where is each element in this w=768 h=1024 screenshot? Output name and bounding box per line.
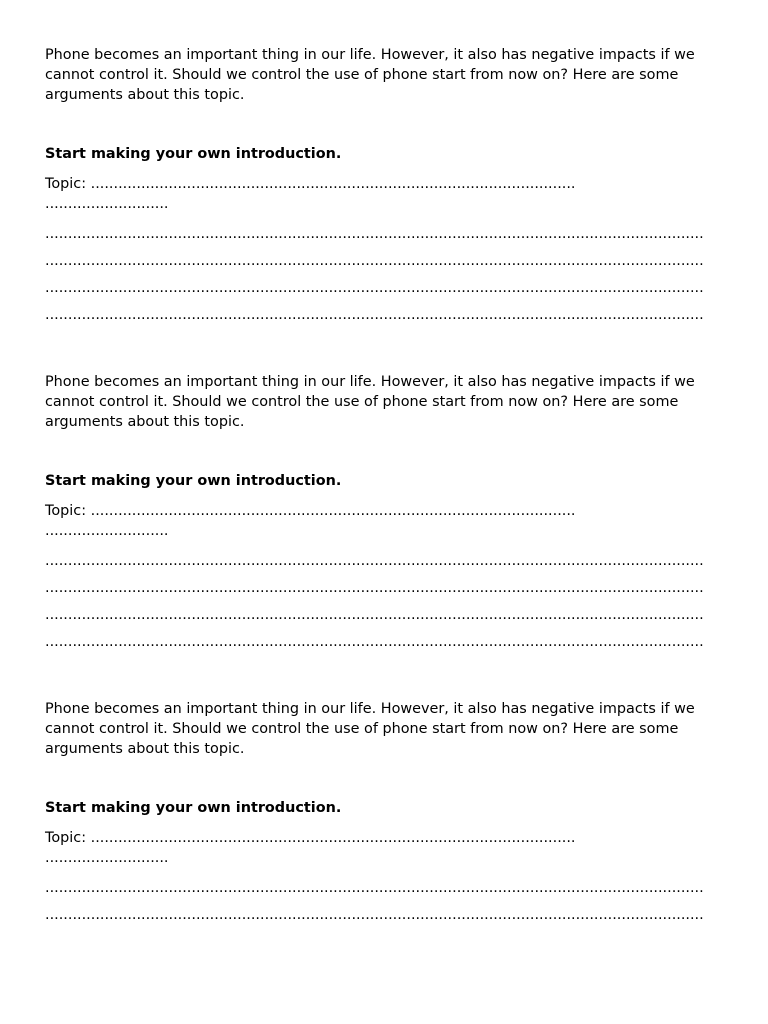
section-heading: Start making your own introduction.	[45, 800, 342, 816]
writing-line[interactable]: ................................................................................................................................................	[45, 634, 704, 650]
writing-line[interactable]: ................................................................................................................................................	[45, 280, 704, 296]
topic-line-continued[interactable]: ...........................	[45, 196, 169, 212]
section-heading: Start making your own introduction.	[45, 473, 342, 489]
topic-dots: ..........................................................................................................	[90, 503, 576, 519]
worksheet-section-2	[45, 372, 725, 650]
topic-line[interactable]	[45, 828, 576, 848]
writing-line[interactable]: ................................................................................................................................................	[45, 580, 704, 596]
topic-line[interactable]	[45, 174, 576, 194]
writing-line[interactable]: ................................................................................................................................................	[45, 553, 704, 569]
topic-line[interactable]	[45, 501, 576, 521]
topic-label: Topic:	[45, 176, 91, 192]
writing-line[interactable]: ................................................................................................................................................	[45, 607, 704, 623]
topic-dots: ..........................................................................................................	[90, 176, 576, 192]
writing-line[interactable]: ................................................................................................................................................	[45, 307, 704, 323]
section-heading: Start making your own introduction.	[45, 146, 342, 162]
worksheet-section-3	[45, 699, 725, 923]
writing-line[interactable]: ................................................................................................................................................	[45, 880, 704, 896]
topic-label: Topic:	[45, 830, 91, 846]
intro-paragraph: Phone becomes an important thing in our life. However, it also has negative impacts if we cannot control it. Should we control the use of phone start from now on? Here are some arguments about this topic.	[45, 47, 695, 103]
topic-dots: ..........................................................................................................	[90, 830, 576, 846]
topic-label: Topic:	[45, 503, 91, 519]
intro-paragraph: Phone becomes an important thing in our life. However, it also has negative impacts if we cannot control it. Should we control the use of phone start from now on? Here are some arguments about this topic.	[45, 701, 695, 757]
writing-line[interactable]: ................................................................................................................................................	[45, 907, 704, 923]
writing-line[interactable]: ................................................................................................................................................	[45, 226, 704, 242]
topic-line-continued[interactable]: ...........................	[45, 523, 169, 539]
writing-line[interactable]: ................................................................................................................................................	[45, 253, 704, 269]
worksheet-section-1	[45, 45, 725, 323]
intro-paragraph: Phone becomes an important thing in our life. However, it also has negative impacts if we cannot control it. Should we control the use of phone start from now on? Here are some arguments about this topic.	[45, 374, 695, 430]
topic-line-continued[interactable]: ...........................	[45, 850, 169, 866]
